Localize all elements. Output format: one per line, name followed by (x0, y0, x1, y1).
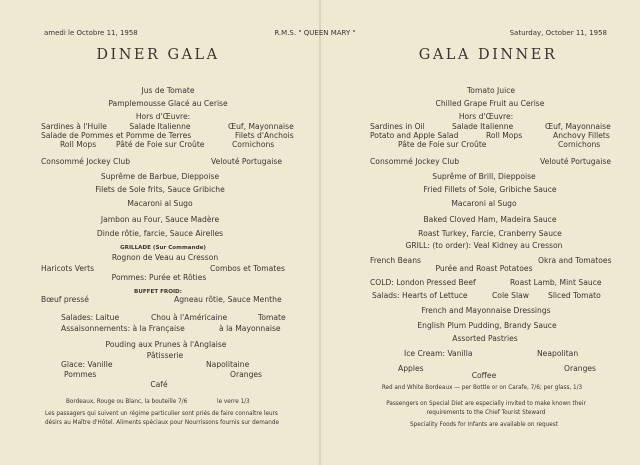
section-label: Hors d'Œuvre: (458, 112, 514, 121)
menu-item: Velouté Portugaise (211, 157, 282, 166)
menu-item: Jus de Tomate (141, 86, 195, 95)
section-label: GRILLADE (Sur Commande) (120, 245, 206, 251)
menu-item: Cornichons (558, 140, 601, 149)
menu-item: Salade de Pommes et Pomme de Terres (41, 131, 192, 140)
menu-item: Sardines in Oil (370, 122, 425, 131)
menu-item: Pâtisserie (146, 351, 184, 360)
menu-item: Pommes (64, 370, 97, 379)
menu-item: GRILL: (to order): Veal Kidney au Cresson (405, 241, 563, 250)
menu-item: Ice Cream: Vanilla (404, 349, 473, 358)
menu-item: Agneau rôtie, Sauce Menthe (174, 295, 282, 304)
menu-item: Macaroni al Sugo (127, 199, 193, 208)
menu-item: Baked Cloved Ham, Madeira Sauce (423, 215, 557, 224)
menu-item: Napolitaine (206, 360, 250, 369)
menu-item: Jambon au Four, Sauce Madère (100, 215, 220, 224)
menu-item: Fried Fillets of Sole, Gribiche Sauce (423, 185, 557, 194)
english-date: Saturday, October 11, 1958 (509, 29, 607, 37)
menu-item: Haricots Verts (41, 264, 95, 273)
diet-note: désirs au Maître d'Hôtel. Aliments spéciaux pour Nourrissons fournis sur demande (45, 420, 279, 426)
menu-item: Filets de Sole frits, Sauce Gribiche (95, 185, 225, 194)
menu-item: French and Mayonnaise Dressings (421, 306, 551, 315)
french-menu-title: DINER GALA (96, 47, 220, 63)
section-label: BUFFET FROID: (134, 289, 182, 295)
menu-item: Cornichons (232, 140, 275, 149)
menu-item: Roast Lamb, Mint Sauce (510, 278, 602, 287)
menu-item: Anchovy Fillets (553, 131, 610, 140)
menu-item: Pamplemousse Glacé au Cerise (108, 99, 228, 108)
menu-item: Roast Turkey, Farcie, Cranberry Sauce (418, 229, 562, 238)
menu-item: English Plum Pudding, Brandy Sauce (417, 321, 557, 330)
menu-item: Œuf, Mayonnaise (228, 122, 294, 131)
center-fold (319, 0, 321, 465)
menu-item: Glace: Vanille (61, 360, 113, 369)
wine-glass-price: le verre 1/3 (217, 399, 250, 405)
menu-item: Salads: Hearts of Lettuce (372, 291, 468, 300)
menu-item: Tomate (258, 313, 286, 322)
menu-item: Consommé Jockey Club (370, 157, 460, 166)
menu-item: Sardines à l'Huile (41, 122, 107, 131)
menu-item: Œuf, Mayonnaise (545, 122, 611, 131)
menu-item: Assaisonnements: à la Française (61, 324, 185, 333)
menu-item: Chilled Grape Fruit au Cerise (435, 99, 545, 108)
french-date: amedi le Octobre 11, 1958 (44, 29, 138, 37)
diet-note: Passengers on Special Diet are especially invited to make known their (386, 401, 586, 407)
menu-item: COLD: London Pressed Beef (370, 278, 476, 287)
menu-item: Oranges (230, 370, 263, 379)
menu-item: Filets d'Anchois (235, 131, 294, 140)
menu-item: Cole Slaw (492, 291, 529, 300)
diet-note: Les passagers qui suivent un régime particulier sont priés de faire connaître leurs (45, 411, 278, 417)
menu-item: Café (150, 380, 168, 389)
menu-item: Rognon de Veau au Cresson (111, 253, 219, 262)
menu-item: Purée and Roast Potatoes (435, 264, 533, 273)
menu-item: Coffee (471, 371, 497, 380)
english-menu-title: GALA DINNER (418, 47, 558, 63)
menu-item: Pâte de Foie sur Croûte (398, 140, 487, 149)
menu-item: Bœuf pressé (41, 295, 89, 304)
menu-item: Oranges (564, 364, 597, 373)
menu-item: French Beans (370, 256, 421, 265)
menu-item: Combos et Tomates (210, 264, 285, 273)
menu-item: à la Mayonnaise (219, 324, 281, 333)
menu-item: Tomato Juice (466, 86, 516, 95)
wine-note: Red and White Bordeaux — per Bottle or on Carafe, 7/6; per glass, 1/3 (381, 385, 583, 391)
menu-item: Sliced Tomato (548, 291, 601, 300)
menu-item: Suprême of Brill, Dieppoise (432, 172, 536, 181)
menu-item: Assorted Pastries (452, 334, 518, 343)
menu-item: Apples (398, 364, 424, 373)
menu-item: Roll Mops (486, 131, 523, 140)
infant-note: Speciality Foods for Infants are available on request (410, 422, 558, 428)
menu-item: Pommes: Purée et Rôties (111, 273, 207, 282)
section-label: Hors d'Œuvre: (135, 112, 191, 121)
diet-note: requirements to the Chief Tourist Steward (426, 410, 546, 416)
wine-note: Bordeaux, Rouge ou Blanc, la bouteille 7/6 (66, 399, 188, 405)
menu-item: Chou à l'Américaine (151, 313, 228, 322)
menu-item: Macaroni al Sugo (451, 199, 517, 208)
menu-item: Roll Mops (60, 140, 97, 149)
menu-item: Suprême de Barbue, Dieppoise (100, 172, 220, 181)
menu-item: Consommé Jockey Club (41, 157, 131, 166)
menu-item: Pouding aux Prunes à l'Anglaise (105, 340, 227, 349)
menu-item: Neapolitan (537, 349, 579, 358)
menu-item: Salade Italienne (129, 122, 191, 131)
menu-item: Dinde rôtie, farcie, Sauce Airelles (96, 229, 224, 238)
menu-item: Okra and Tomatoes (538, 256, 612, 265)
menu-item: Salades: Laitue (61, 313, 120, 322)
menu-item: Salade Italienne (452, 122, 514, 131)
ship-name: R.M.S. " QUEEN MARY " (274, 29, 356, 37)
menu-item: Pâté de Foie sur Croûte (116, 140, 205, 149)
menu-item: Velouté Portugaise (540, 157, 611, 166)
menu-item: Potato and Apple Salad (370, 131, 459, 140)
